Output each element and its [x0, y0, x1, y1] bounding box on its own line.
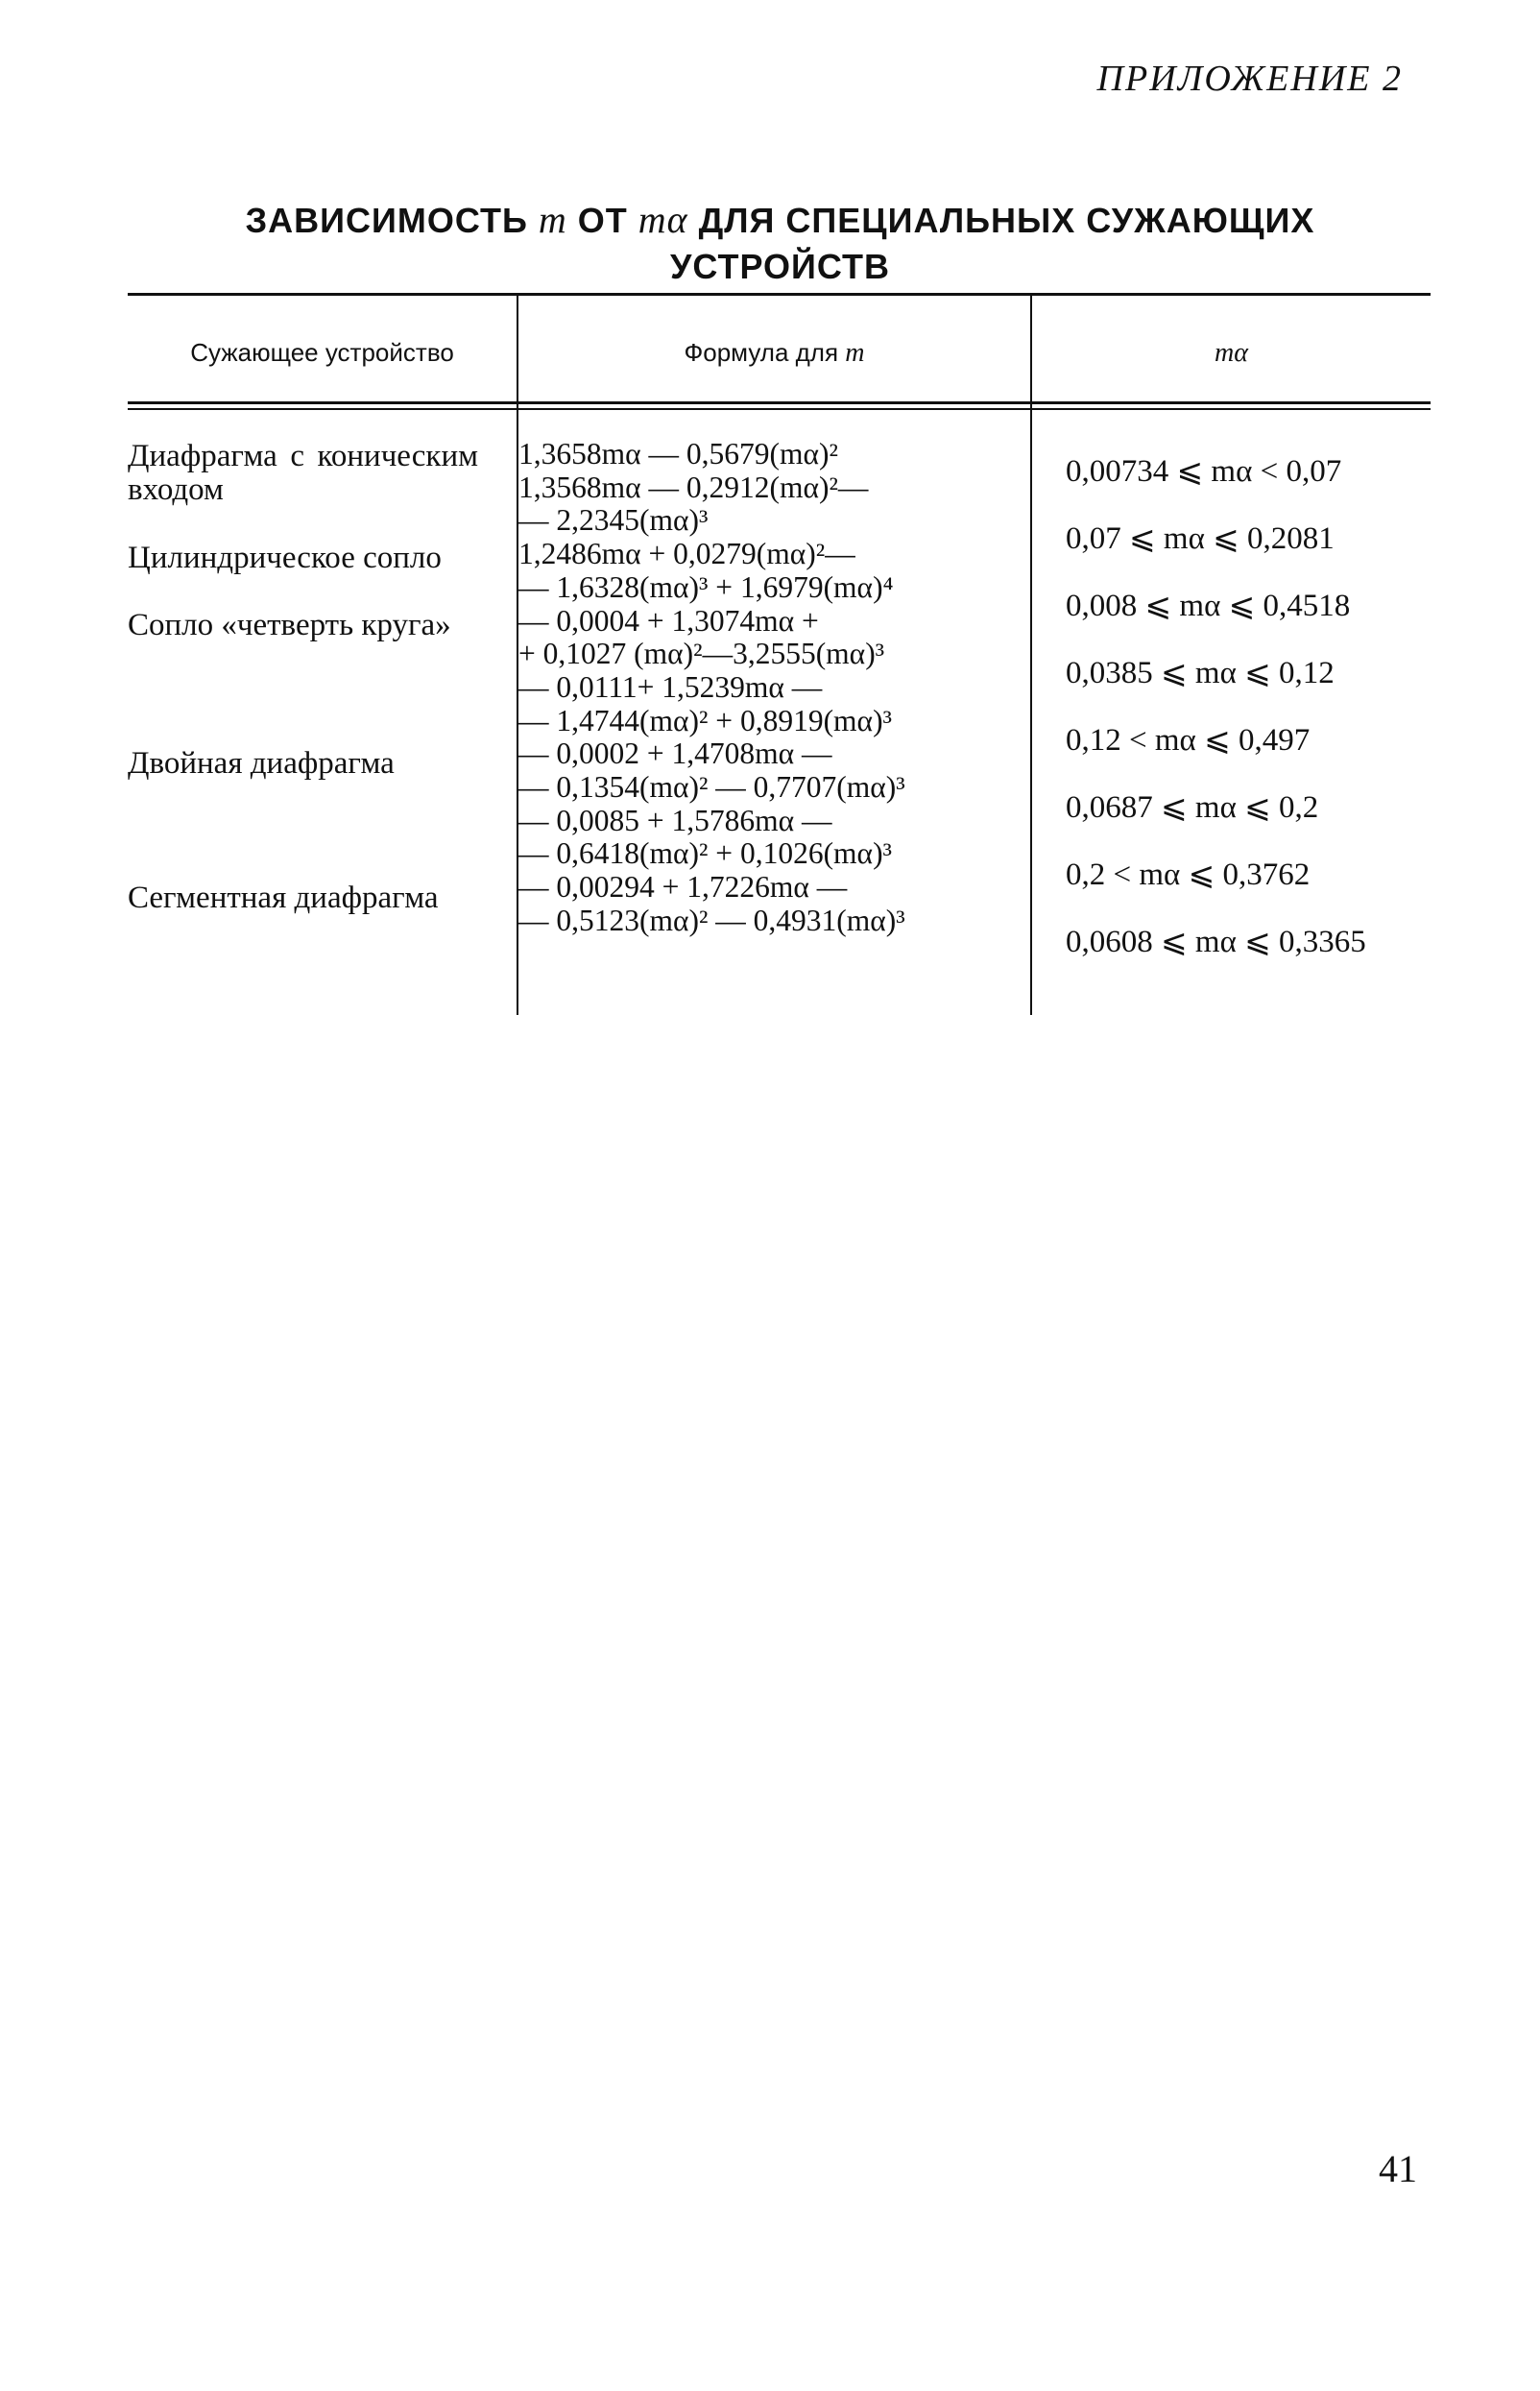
header-device: Сужающее устройство: [190, 338, 454, 367]
range-value: 0,0385 ⩽ mα ⩽ 0,12: [1066, 656, 1335, 690]
header-range: mα: [1215, 338, 1248, 368]
table-title: [130, 197, 1431, 290]
device-conical-orifice: Диафрагма с коническим входом: [128, 439, 478, 507]
device-segment-orifice: Сегментная диафрагма: [128, 881, 439, 915]
device-quarter-circle-nozzle: Сопло «четверть круга»: [128, 608, 451, 642]
formula-line: — 0,1354(mα)² — 0,7707(mα)³: [518, 770, 905, 805]
title-line-1: ЗАВИСИМОСТЬ m ОТ mα ДЛЯ СПЕЦИАЛЬНЫХ СУЖАЮЩИХ: [245, 198, 1315, 241]
range-value: 0,00734 ⩽ mα < 0,07: [1066, 454, 1342, 489]
formula-line: — 1,4744(mα)² + 0,8919(mα)³: [518, 703, 892, 737]
header-bottom-rule: [128, 401, 1431, 404]
formula-line: — 0,0002 + 1,4708mα —: [518, 737, 832, 771]
formula-line: — 0,6418(mα)² + 0,1026(mα)³: [518, 836, 892, 871]
range-value: 0,12 < mα ⩽ 0,497: [1066, 723, 1311, 758]
formula-column: [518, 438, 1032, 938]
formula-line: + 0,1027 (mα)²—3,2555(mα)³: [518, 637, 885, 671]
appendix-label: ПРИЛОЖЕНИЕ 2: [1096, 59, 1403, 99]
formula-line: — 0,00294 + 1,7226mα —: [518, 870, 848, 905]
range-column: [1066, 438, 1440, 976]
device-cylindrical-nozzle: Цилиндрическое сопло: [128, 541, 442, 575]
range-value: 0,2 < mα ⩽ 0,3762: [1066, 857, 1311, 892]
page-number: 41: [1379, 2147, 1417, 2190]
formula-line: — 0,5123(mα)² — 0,4931(mα)³: [518, 903, 905, 937]
table-top-rule: [128, 293, 1431, 296]
title-line-2: УСТРОЙСТВ: [670, 247, 890, 286]
formula-line: — 0,0111+ 1,5239mα —: [518, 669, 823, 704]
device-double-orifice: Двойная диафрагма: [128, 746, 395, 781]
formula-line: — 0,0004 + 1,3074mα +: [518, 603, 819, 638]
formula-line: 1,3568mα — 0,2912(mα)²—: [518, 470, 869, 504]
header-bottom-rule-2: [128, 408, 1431, 410]
formula-line: — 1,6328(mα)³ + 1,6979(mα)⁴: [518, 569, 894, 604]
range-value: 0,0687 ⩽ mα ⩽ 0,2: [1066, 790, 1319, 825]
formula-line: 1,3658mα — 0,5679(mα)²: [518, 437, 838, 471]
formula-line: 1,2486mα + 0,0279(mα)²—: [518, 537, 855, 571]
range-value: 0,008 ⩽ mα ⩽ 0,4518: [1066, 589, 1351, 623]
formula-line: — 0,0085 + 1,5786mα —: [518, 803, 832, 837]
range-value: 0,0608 ⩽ mα ⩽ 0,3365: [1066, 925, 1366, 959]
formula-line: — 2,2345(mα)³: [518, 503, 709, 538]
range-value: 0,07 ⩽ mα ⩽ 0,2081: [1066, 521, 1335, 556]
header-formula: Формула для m: [684, 338, 865, 368]
